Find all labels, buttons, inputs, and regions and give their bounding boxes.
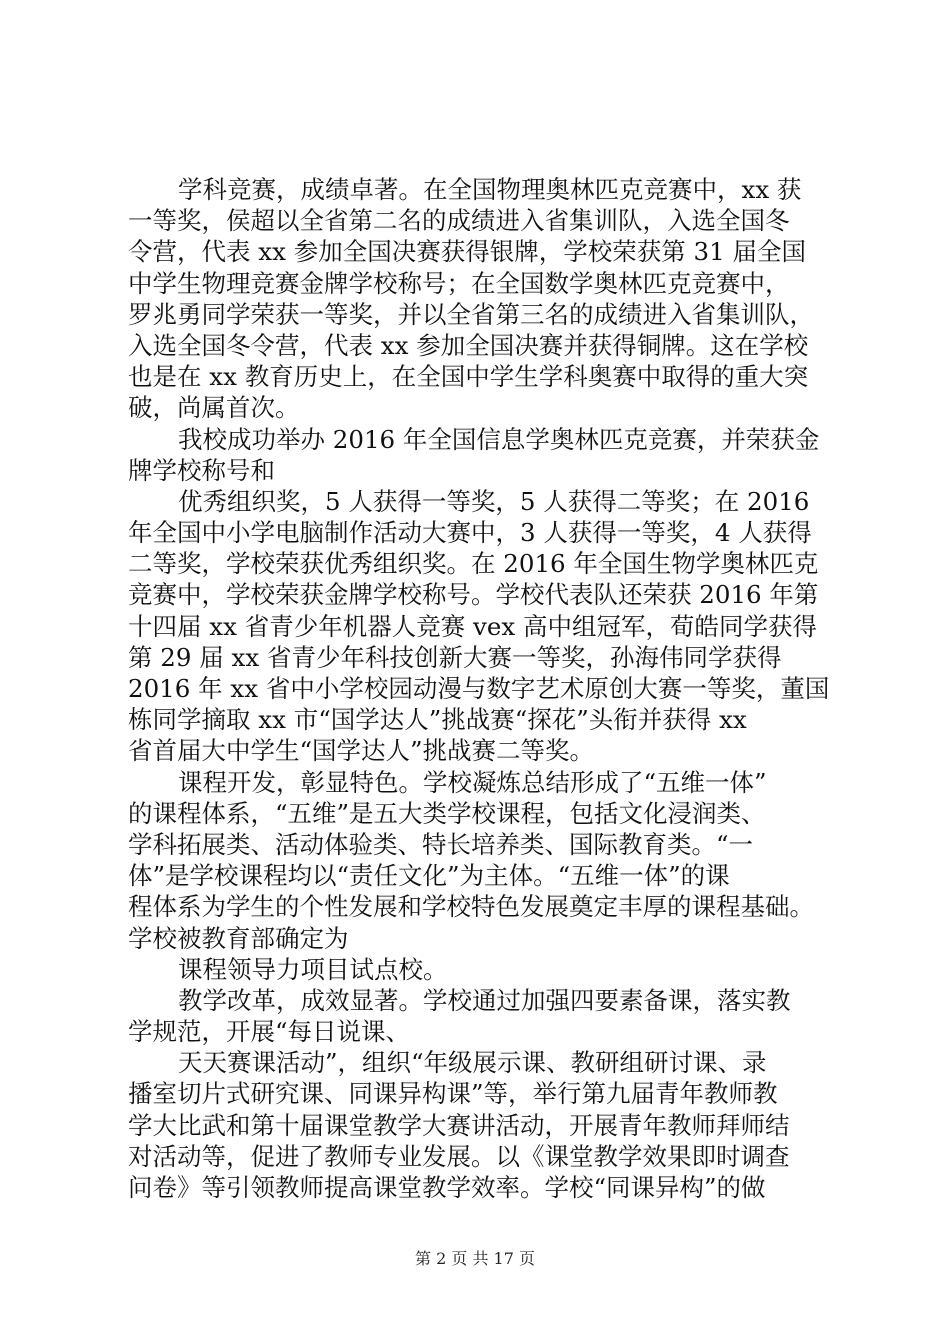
- text-line: 破，尚属首次。: [128, 393, 300, 423]
- body-text: [128, 174, 848, 1203]
- text-line: 2016 年 xx 省中小学校园动漫与数字艺术原创大赛一等奖，董国: [128, 674, 830, 703]
- text-line: 教学改革，成效显著。学校通过加强四要素备课，落实教: [178, 985, 791, 1015]
- text-line: 课程领导力项目试点校。: [178, 954, 448, 984]
- text-line: 栋同学摘取 xx 市“国学达人”挑战赛“探花”头衔并获得 xx: [128, 705, 747, 735]
- text-line: 我校成功举办 2016 年全国信息学奥林匹克竞赛，并荣获金: [178, 424, 820, 454]
- text-line: 竞赛中，学校荣获金牌学校称号。学校代表队还荣获 2016 年第: [128, 580, 819, 610]
- page-footer: 第 2 页 共 17 页: [415, 1249, 535, 1268]
- text-line: 二等奖，学校荣获优秀组织奖。在 2016 年全国生物学奥林匹克: [128, 549, 819, 579]
- text-line: 也是在 xx 教育历史上，在全国中学生学科奥赛中取得的重大突: [128, 362, 809, 392]
- text-line: 一等奖，侯超以全省第二名的成绩进入省集训队，入选全国冬: [128, 206, 790, 236]
- text-line: 学科拓展类、活动体验类、特长培养类、国际教育类。“一: [128, 829, 754, 859]
- text-line: 令营，代表 xx 参加全国决赛获得银牌，学校荣获第 31 届全国: [128, 237, 806, 267]
- text-line: 程体系为学生的个性发展和学校特色发展奠定丰厚的课程基础。: [128, 892, 814, 922]
- text-line: 省首届大中学生“国学达人”挑战赛二等奖。: [128, 736, 595, 766]
- text-line: 学科竞赛，成绩卓著。在全国物理奥林匹克竞赛中，xx 获: [178, 175, 802, 204]
- text-line: 入选全国冬令营，代表 xx 参加全国决赛并获得铜牌。这在学校: [128, 330, 809, 360]
- text-line: 问卷》等引领教师提高课堂教学效率。学校“同课异构”的做: [128, 1173, 766, 1202]
- text-line: 的课程体系，“五维”是五大类学校课程，包括文化浸润类、: [128, 798, 766, 828]
- text-line: 课程开发，彰显特色。学校凝炼总结形成了“五维一体”: [178, 767, 767, 797]
- text-line: 播室切片式研究课、同课异构课”等，举行第九届青年教师教: [128, 1079, 778, 1109]
- text-line: 罗兆勇同学荣获一等奖，并以全省第三名的成绩进入省集训队，: [128, 299, 814, 329]
- text-line: 天天赛课活动”，组织“年级展示课、教研组研讨课、录: [178, 1048, 767, 1078]
- text-line: 中学生物理竞赛金牌学校称号；在全国数学奥林匹克竞赛中，: [128, 268, 790, 298]
- text-line: 学规范，开展“每日说课、: [128, 1017, 411, 1047]
- text-line: 体”是学校课程均以“责任文化”为主体。“五维一体”的课: [128, 861, 730, 891]
- text-line: 对活动等，促进了教师专业发展。以《课堂教学效果即时调查: [128, 1141, 790, 1171]
- text-line: 年全国中小学电脑制作活动大赛中，3 人获得一等奖，4 人获得: [128, 518, 812, 548]
- text-line: 第 29 届 xx 省青少年科技创新大赛一等奖，孙海伟同学获得: [128, 642, 782, 672]
- text-line: 学大比武和第十届课堂教学大赛讲活动，开展青年教师拜师结: [128, 1110, 790, 1140]
- text-line: 学校被教育部确定为: [128, 923, 349, 953]
- text-line: 优秀组织奖，5 人获得一等奖，5 人获得二等奖；在 2016: [178, 486, 810, 516]
- text-line: 牌学校称号和: [128, 455, 275, 485]
- text-line: 十四届 xx 省青少年机器人竞赛 vex 高中组冠军，荀皓同学获得: [128, 611, 817, 641]
